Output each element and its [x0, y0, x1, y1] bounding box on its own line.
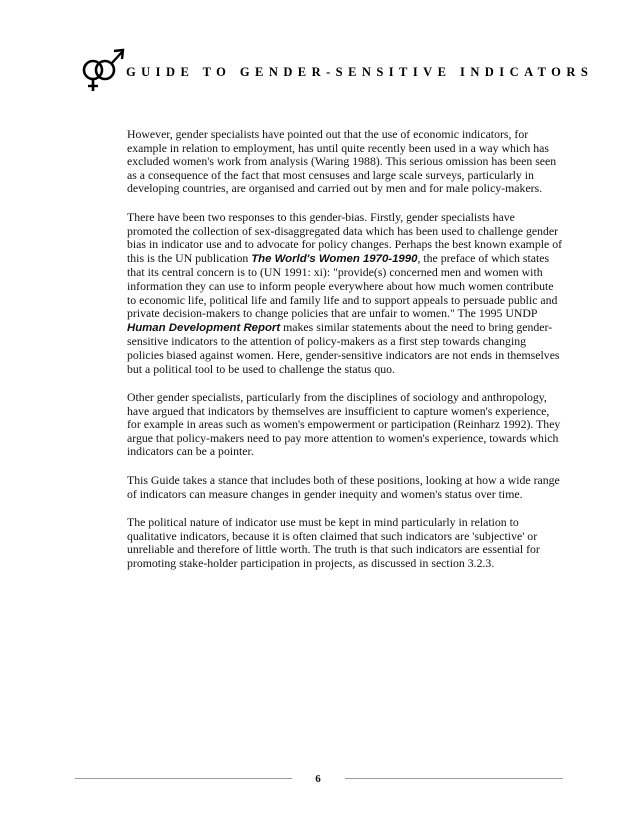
- page-number: 6: [315, 773, 321, 785]
- header-title: GUIDE TO GENDER-SENSITIVE INDICATORS: [126, 65, 594, 79]
- paragraph-2-part-1: There have been two responses to this gender-bias. Firstly, gender specialists have promoted the collection of sex-disaggregated data which has been used to challenge gender bias in indicator use and to advocate for policy changes. Perhaps the best known example of this is the UN publication: [127, 209, 563, 265]
- paragraph-2-part-3: makes similar statements about the need to bring gender-sensitive indicators to the attention of policy-makers as a first step towards changing policies biased against women. Here, gender-sensitive indicators are not ends in themselves but a political tool to be used to challenge the status quo.: [127, 319, 560, 376]
- paragraph-2: [127, 211, 563, 376]
- publication-title-hdr: Human Development Report: [127, 321, 281, 334]
- document-body: [127, 128, 563, 571]
- paragraph-2-part-2: , the preface of which states that its central concern is to (UN 1991: xi): "provide(s) concerned men and women with information they can use to inform people everywhere about how much women contribute to economic life, political life and family life and to support appeals to persuade public and private decision-makers to change policies that are unfair to women." The 1995 UNDP: [127, 250, 558, 321]
- paragraph-1: However, gender specialists have pointed out that the use of economic indicators, for example in relation to employment, has until quite recently been used in a way which has excluded women's work from analysis (Waring 1988). This serious omission has been seen as a consequence of the fact that most censuses and large scale surveys, particularly in developing countries, are organised and carried out by men and for male policy-makers.: [127, 127, 557, 196]
- footer-rule-left: [75, 778, 292, 779]
- paragraph-3: Other gender specialists, particularly from the disciplines of sociology and anthropology, have argued that indicators by themselves are insufficient to capture women's experience, for example in areas such as women's empowerment or participation (Reinharz 1992). They argue that policy-makers need to pay more attention to women's experience, towards which indicators can be a pointer.: [127, 390, 561, 459]
- publication-title-worlds-women: The World's Women 1970-1990: [251, 252, 418, 265]
- page-header: [80, 46, 600, 96]
- paragraph-5: The political nature of indicator use must be kept in mind particularly in relation to qualitative indicators, because it is often claimed that such indicators are 'subjective' or unreliable and therefore of little worth. The truth is that such indicators are essential for promoting stake-holder participation in projects, as discussed in section 3.2.3.: [127, 515, 540, 571]
- gender-symbols-icon: [80, 46, 128, 94]
- footer-rule-right: [345, 778, 563, 779]
- paragraph-4: This Guide takes a stance that includes both of these positions, looking at how a wide range of indicators can measure changes in gender inequity and women's status over time.: [127, 473, 560, 501]
